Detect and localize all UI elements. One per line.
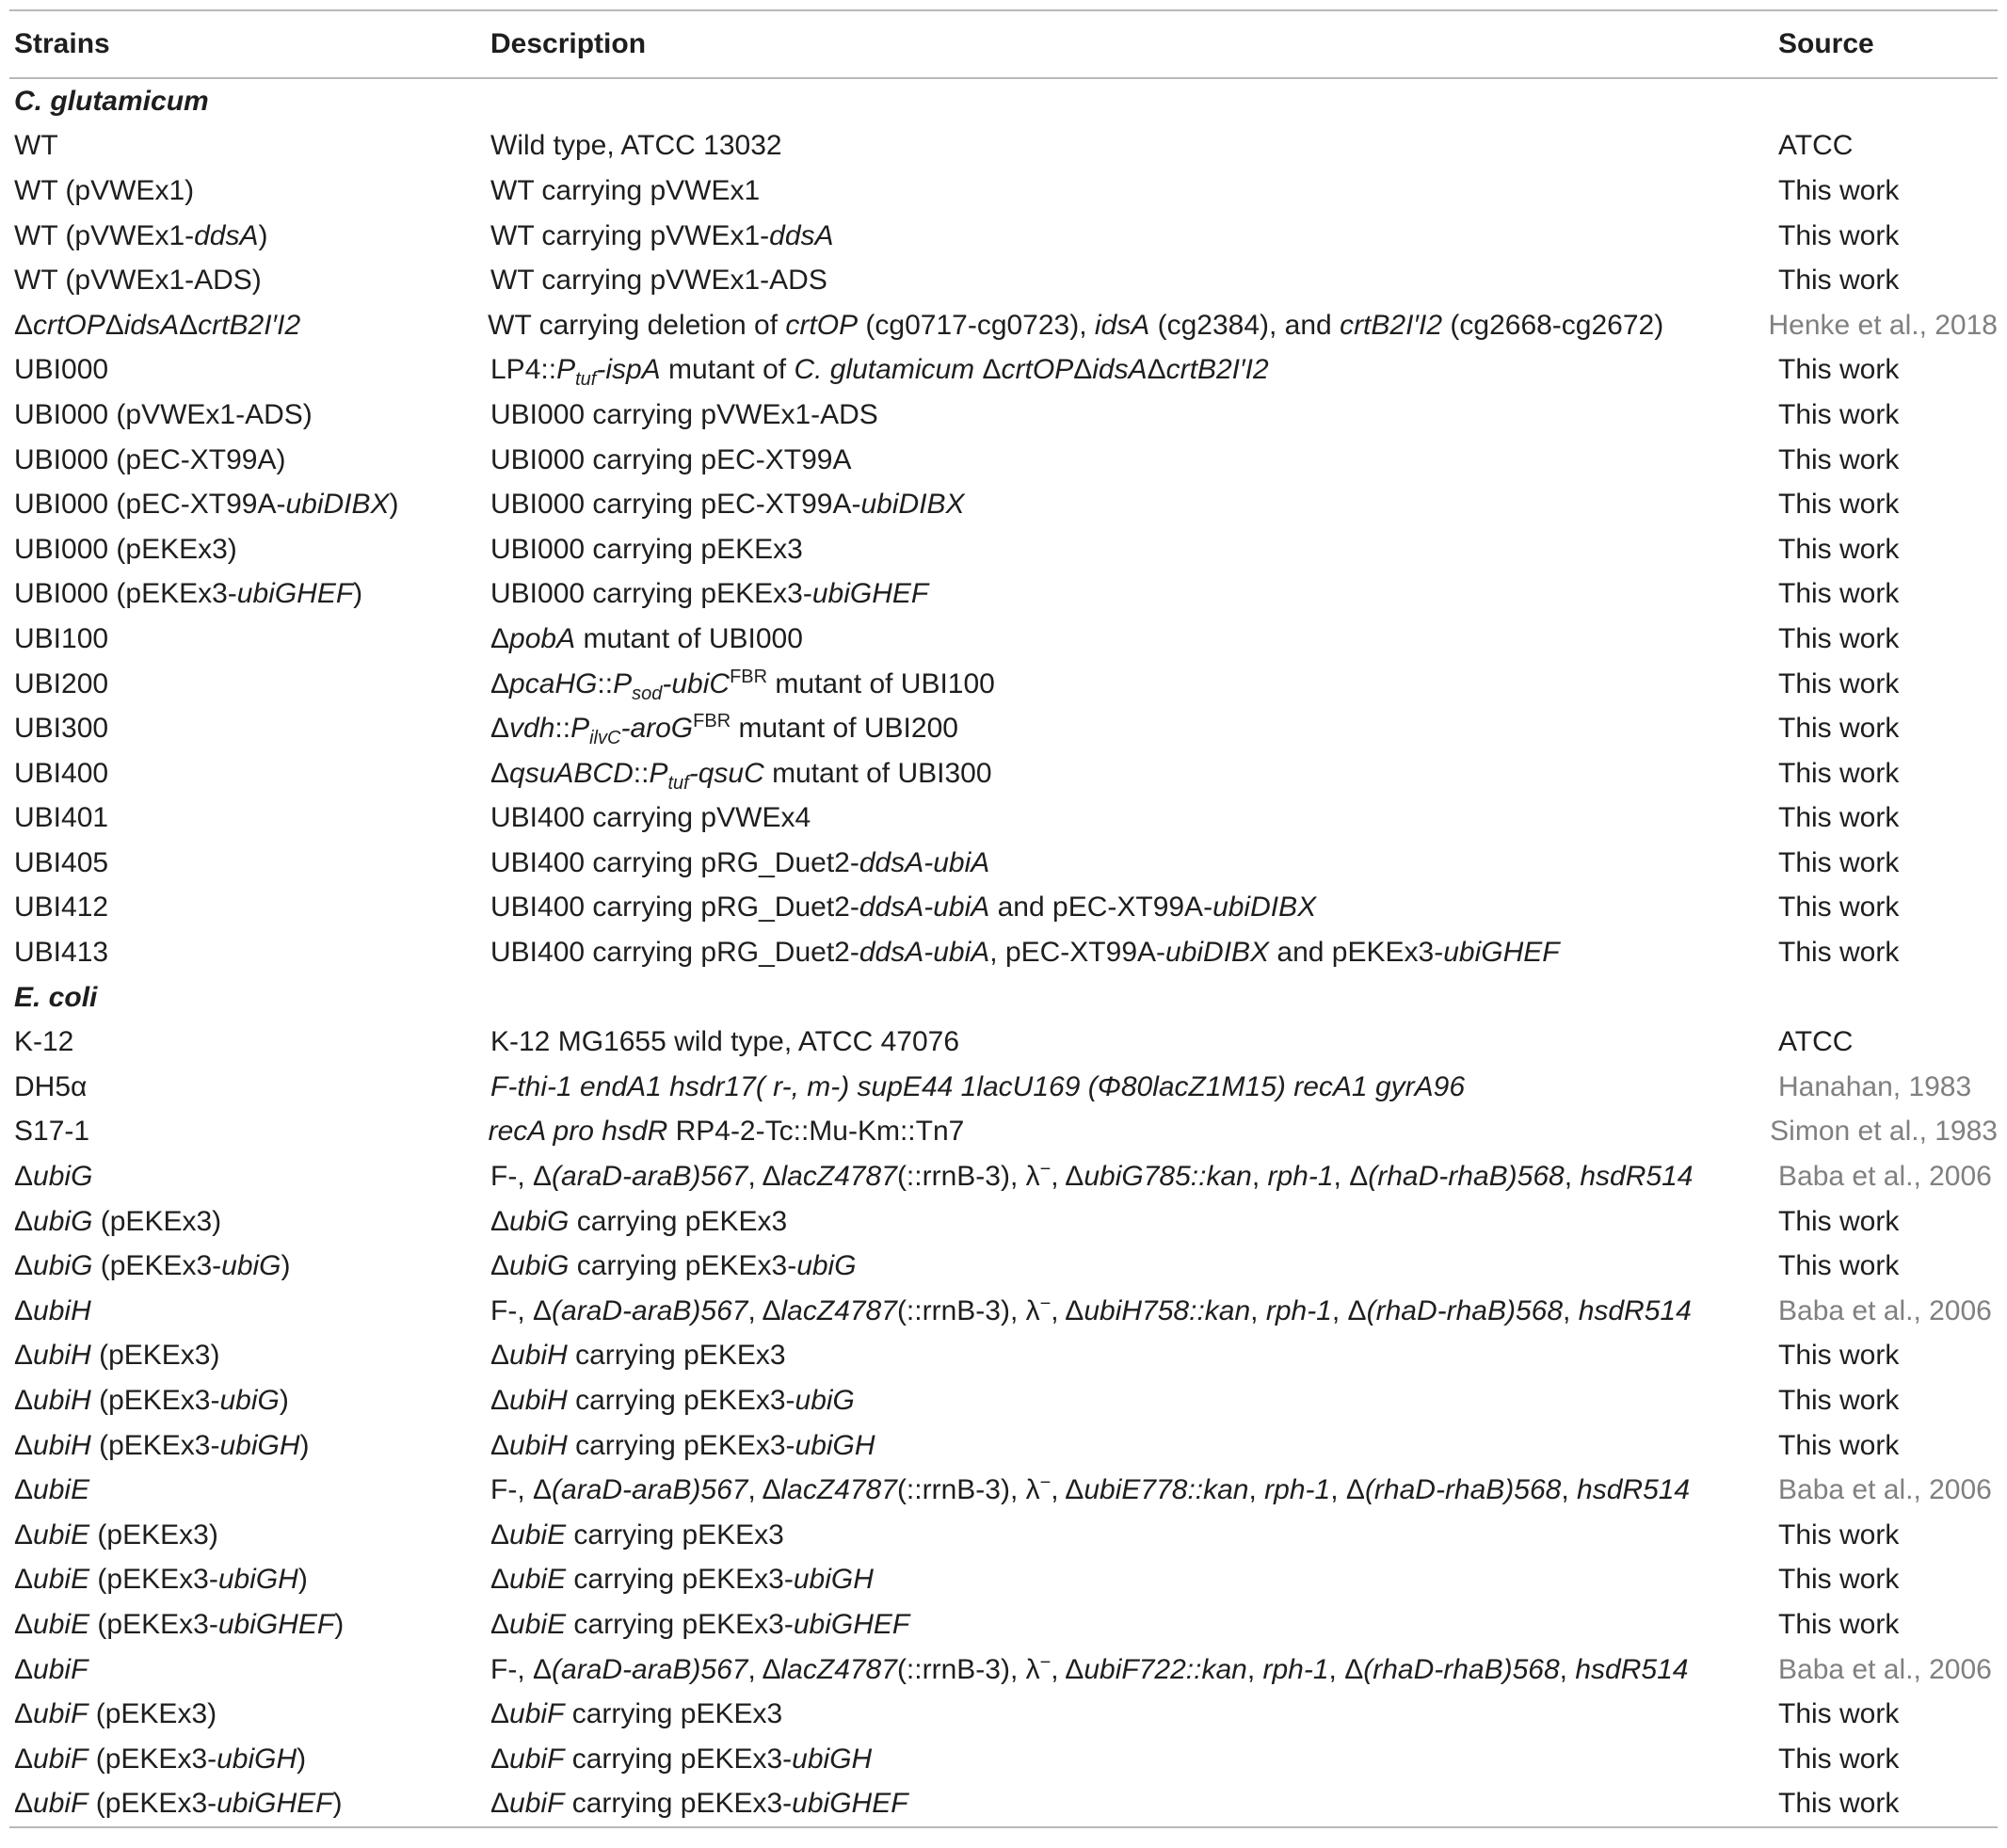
description-cell: ΔubiH carrying pEKEx3 bbox=[490, 1340, 786, 1372]
strain-cell: ΔubiH (pEKEx3-ubiG) bbox=[14, 1385, 289, 1417]
description-cell: F-, Δ(araD-araB)567, ΔlacZ4787(::rrnB-3), λ−, ΔubiG785::kan, rph-1, Δ(rhaD-rhaB)568, hsdR514 bbox=[490, 1159, 1694, 1193]
strain-cell: ΔubiH bbox=[14, 1294, 91, 1326]
table-row bbox=[9, 438, 1998, 483]
description-cell: ΔpobA mutant of UBI000 bbox=[490, 622, 803, 654]
source-cell: This work bbox=[1778, 713, 1900, 745]
strain-cell: ΔubiH (pEKEx3) bbox=[14, 1340, 220, 1372]
source-cell: Baba et al., 2006 bbox=[1778, 1474, 1992, 1506]
description-cell: ΔubiE carrying pEKEx3-ubiGH bbox=[490, 1564, 874, 1596]
source-cell: This work bbox=[1778, 1608, 1900, 1640]
source-cell: This work bbox=[1778, 1205, 1900, 1237]
description-cell: ΔubiF carrying pEKEx3 bbox=[490, 1698, 783, 1730]
source-cell: Simon et al., 1983 bbox=[1770, 1116, 1998, 1148]
table-row bbox=[9, 1065, 1998, 1110]
source-cell: This work bbox=[1778, 1429, 1900, 1461]
table-row bbox=[9, 1782, 1998, 1827]
table-row bbox=[9, 1468, 1998, 1513]
strain-cell: ΔubiG (pEKEx3) bbox=[14, 1205, 222, 1237]
table-row bbox=[9, 1513, 1998, 1558]
table-row bbox=[9, 1020, 1998, 1065]
source-cell: This work bbox=[1778, 937, 1900, 969]
table-row bbox=[9, 1154, 1998, 1199]
strain-cell: UBI000 (pEKEx3-ubiGHEF) bbox=[14, 578, 363, 610]
description-cell: ΔubiH carrying pEKEx3-ubiGH bbox=[490, 1429, 875, 1461]
table-row bbox=[9, 841, 1998, 886]
source-cell: This work bbox=[1778, 1698, 1900, 1730]
strain-cell: ΔubiE (pEKEx3-ubiGH) bbox=[14, 1564, 308, 1596]
table-row bbox=[9, 796, 1998, 842]
table-row bbox=[9, 124, 1998, 169]
strain-cell: UBI413 bbox=[14, 937, 109, 969]
description-cell: recA pro hsdR RP4-2-Tc::Mu-Km::Tn7 bbox=[488, 1116, 965, 1148]
section-header bbox=[9, 975, 1998, 1020]
strain-cell: UBI000 (pEKEx3) bbox=[14, 533, 237, 565]
description-cell: F-, Δ(araD-araB)567, ΔlacZ4787(::rrnB-3), λ−, ΔubiH758::kan, rph-1, Δ(rhaD-rhaB)568, hsdR514 bbox=[490, 1293, 1692, 1326]
strain-cell: DH5α bbox=[14, 1070, 88, 1102]
strain-cell: ΔubiE (pEKEx3) bbox=[14, 1519, 218, 1551]
table-row bbox=[9, 527, 1998, 572]
table-row bbox=[9, 169, 1998, 214]
strain-cell: UBI200 bbox=[14, 667, 109, 699]
description-cell: Wild type, ATCC 13032 bbox=[490, 130, 782, 162]
strain-cell: UBI400 bbox=[14, 757, 109, 789]
table-row bbox=[9, 1692, 1998, 1737]
source-cell: This work bbox=[1778, 533, 1900, 565]
description-cell: UBI400 carrying pRG_Duet2-ddsA-ubiA bbox=[490, 846, 990, 878]
strain-cell: UBI300 bbox=[14, 713, 109, 745]
strains-table bbox=[9, 9, 1998, 1828]
table-row bbox=[9, 348, 1998, 394]
source-cell: This work bbox=[1778, 1564, 1900, 1596]
strain-cell: UBI000 bbox=[14, 354, 109, 386]
description-cell: F-thi-1 endA1 hsdr17( r-, m-) supE44 1lacU169 (Φ80lacZ1M15) recA1 gyrA96 bbox=[490, 1070, 1465, 1102]
source-cell: This work bbox=[1778, 1340, 1900, 1372]
source-cell: This work bbox=[1778, 489, 1900, 521]
strain-cell: UBI000 (pEC-XT99A) bbox=[14, 443, 286, 475]
source-cell: This work bbox=[1778, 846, 1900, 878]
source-cell: Hanahan, 1983 bbox=[1778, 1070, 1972, 1102]
table-row bbox=[9, 393, 1998, 438]
header-description: Description bbox=[490, 28, 647, 59]
source-cell: This work bbox=[1778, 578, 1900, 610]
description-cell: $\Delta qsuABCD::P_{tuf}$-qsuC mutant of UBI300 bbox=[490, 757, 992, 794]
strain-cell: UBI405 bbox=[14, 846, 109, 878]
description-cell: F-, Δ(araD-araB)567, ΔlacZ4787(::rrnB-3), λ−, ΔubiE778::kan, rph-1, Δ(rhaD-rhaB)568, hsdR514 bbox=[490, 1472, 1691, 1506]
strain-cell: WT (pVWEx1) bbox=[14, 174, 195, 206]
table-row bbox=[9, 1602, 1998, 1647]
table-body bbox=[9, 79, 1998, 1826]
strain-cell: ΔubiE bbox=[14, 1474, 90, 1506]
table-bottom-rule bbox=[9, 1826, 1998, 1828]
description-cell: ΔubiF carrying pEKEx3-ubiGHEF bbox=[490, 1788, 908, 1820]
table-row bbox=[9, 1110, 1998, 1155]
source-cell: This work bbox=[1778, 802, 1900, 834]
table-row bbox=[9, 1199, 1998, 1245]
source-cell: This work bbox=[1778, 398, 1900, 430]
description-cell: WT carrying pVWEx1 bbox=[490, 174, 761, 206]
strain-cell: ΔcrtOPΔidsAΔcrtB2I′I2 bbox=[14, 309, 301, 341]
strain-cell: WT bbox=[14, 130, 58, 162]
description-cell: UBI000 carrying pEC-XT99A bbox=[490, 443, 852, 475]
source-cell: This work bbox=[1778, 219, 1900, 251]
section-header bbox=[9, 79, 1998, 124]
header-source: Source bbox=[1778, 28, 1874, 59]
table-row bbox=[9, 1423, 1998, 1469]
table-row bbox=[9, 1737, 1998, 1782]
description-cell: ΔubiF carrying pEKEx3-ubiGH bbox=[490, 1743, 873, 1775]
strain-cell: K-12 bbox=[14, 1026, 74, 1058]
source-cell: This work bbox=[1778, 622, 1900, 654]
strain-cell: UBI000 (pEC-XT99A-ubiDIBX) bbox=[14, 489, 399, 521]
table-row bbox=[9, 258, 1998, 303]
table-row bbox=[9, 662, 1998, 707]
strain-cell: ΔubiF (pEKEx3-ubiGHEF) bbox=[14, 1788, 343, 1820]
description-cell: $LP4::P_{tuf}$-ispA mutant of C. glutamicum ΔcrtOPΔidsAΔcrtB2I′I2 bbox=[490, 354, 1269, 391]
source-cell: Baba et al., 2006 bbox=[1778, 1294, 1992, 1326]
table-row bbox=[9, 1244, 1998, 1289]
table-row bbox=[9, 572, 1998, 618]
source-cell: This work bbox=[1778, 892, 1900, 924]
description-cell: UBI400 carrying pRG_Duet2-ddsA-ubiA and pEC-XT99A-ubiDIBX bbox=[490, 892, 1317, 924]
strain-cell: ΔubiE (pEKEx3-ubiGHEF) bbox=[14, 1608, 345, 1640]
source-cell: ATCC bbox=[1778, 130, 1854, 162]
section-title: E. coli bbox=[14, 981, 98, 1013]
description-cell: UBI000 carrying pVWEx1-ADS bbox=[490, 398, 878, 430]
strain-cell: ΔubiF bbox=[14, 1653, 88, 1685]
table-row bbox=[9, 751, 1998, 796]
description-cell: ΔubiE carrying pEKEx3 bbox=[490, 1519, 784, 1551]
header-strains: Strains bbox=[14, 28, 110, 59]
strain-cell: UBI100 bbox=[14, 622, 109, 654]
description-cell: $\Delta vdh::P_{ilvC}-aroG^{FBR}$ mutant of UBI200 bbox=[490, 711, 958, 749]
table-row bbox=[9, 482, 1998, 527]
strain-cell: ΔubiG bbox=[14, 1161, 93, 1193]
source-cell: This work bbox=[1778, 667, 1900, 699]
description-cell: ΔubiE carrying pEKEx3-ubiGHEF bbox=[490, 1608, 910, 1640]
section-title: C. glutamicum bbox=[14, 85, 209, 117]
strain-cell: ΔubiF (pEKEx3-ubiGH) bbox=[14, 1743, 307, 1775]
source-cell: This work bbox=[1778, 1250, 1900, 1282]
source-cell: This work bbox=[1778, 757, 1900, 789]
strain-cell: WT (pVWEx1-ddsA) bbox=[14, 219, 268, 251]
description-cell: UBI000 carrying pEC-XT99A-ubiDIBX bbox=[490, 489, 965, 521]
source-cell: This work bbox=[1778, 1385, 1900, 1417]
source-cell: This work bbox=[1778, 1519, 1900, 1551]
table-row bbox=[9, 214, 1998, 259]
strain-cell: ΔubiH (pEKEx3-ubiGH) bbox=[14, 1429, 310, 1461]
description-cell: UBI000 carrying pEKEx3 bbox=[490, 533, 803, 565]
description-cell: $\Delta pcaHG::P_{sod}-ubiC^{FBR}$ mutant of UBI100 bbox=[490, 666, 995, 704]
description-cell: ΔubiH carrying pEKEx3-ubiG bbox=[490, 1385, 855, 1417]
table-row bbox=[9, 930, 1998, 975]
description-cell: UBI400 carrying pRG_Duet2-ddsA-ubiA, pEC-XT99A-ubiDIBX and pEKEx3-ubiGHEF bbox=[490, 937, 1560, 969]
strain-cell: S17-1 bbox=[14, 1116, 90, 1148]
source-cell: Henke et al., 2018 bbox=[1768, 309, 1998, 341]
description-cell: K-12 MG1655 wild type, ATCC 47076 bbox=[490, 1026, 960, 1058]
table-row bbox=[9, 1647, 1998, 1693]
strain-cell: UBI000 (pVWEx1-ADS) bbox=[14, 398, 313, 430]
source-cell: This work bbox=[1778, 174, 1900, 206]
description-cell: WT carrying pVWEx1-ADS bbox=[490, 265, 827, 297]
description-cell: F-, Δ(araD-araB)567, ΔlacZ4787(::rrnB-3), λ−, ΔubiF722::kan, rph-1, Δ(rhaD-rhaB)568, hsdR514 bbox=[490, 1651, 1689, 1685]
description-cell: UBI000 carrying pEKEx3-ubiGHEF bbox=[490, 578, 929, 610]
table-row bbox=[9, 886, 1998, 931]
table-row bbox=[9, 617, 1998, 662]
strain-cell: ΔubiG (pEKEx3-ubiG) bbox=[14, 1250, 291, 1282]
strain-cell: UBI401 bbox=[14, 802, 109, 834]
description-cell: UBI400 carrying pVWEx4 bbox=[490, 802, 811, 834]
source-cell: This work bbox=[1778, 1788, 1900, 1820]
source-cell: Baba et al., 2006 bbox=[1778, 1653, 1992, 1685]
table-row bbox=[9, 1334, 1998, 1379]
source-cell: This work bbox=[1778, 354, 1900, 386]
strain-cell: UBI412 bbox=[14, 892, 109, 924]
description-cell: ΔubiG carrying pEKEx3 bbox=[490, 1205, 788, 1237]
strain-cell: ΔubiF (pEKEx3) bbox=[14, 1698, 217, 1730]
strain-cell: WT (pVWEx1-ADS) bbox=[14, 265, 262, 297]
source-cell: This work bbox=[1778, 1743, 1900, 1775]
description-cell: ΔubiG carrying pEKEx3-ubiG bbox=[490, 1250, 857, 1282]
source-cell: Baba et al., 2006 bbox=[1778, 1161, 1992, 1193]
table-row bbox=[9, 303, 1998, 348]
description-cell: WT carrying pVWEx1-ddsA bbox=[490, 219, 834, 251]
source-cell: ATCC bbox=[1778, 1026, 1854, 1058]
table-header-row bbox=[9, 11, 1998, 77]
table-row bbox=[9, 1558, 1998, 1603]
source-cell: This work bbox=[1778, 443, 1900, 475]
table-row bbox=[9, 1289, 1998, 1334]
source-cell: This work bbox=[1778, 265, 1900, 297]
table-row bbox=[9, 1378, 1998, 1423]
table-row bbox=[9, 706, 1998, 751]
description-cell: WT carrying deletion of crtOP (cg0717-cg0723), idsA (cg2384), and crtB2I′I2 (cg2668-cg2672) bbox=[488, 309, 1664, 341]
